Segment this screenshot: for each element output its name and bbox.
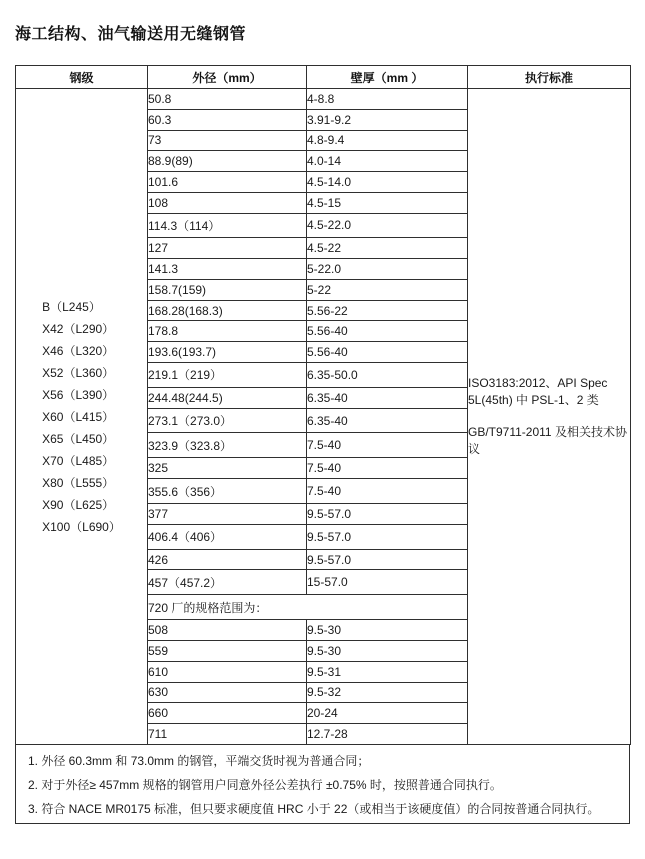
wall-thickness-cell: 6.35-40 — [307, 387, 468, 408]
outer-diameter-cell: 457（457.2） — [148, 570, 307, 595]
outer-diameter-cell: 630 — [148, 682, 307, 703]
note-line-2: 2. 对于外径≥ 457mm 规格的钢管用户同意外径公差执行 ±0.75% 时，按照普通合同执行。 — [28, 778, 502, 792]
wall-thickness-cell: 9.5-57.0 — [307, 549, 468, 570]
wall-thickness-cell: 20-24 — [307, 703, 468, 724]
outer-diameter-cell: 355.6（356） — [148, 479, 307, 504]
wall-thickness-cell: 7.5-40 — [307, 479, 468, 504]
pipe-spec-table — [15, 65, 631, 745]
outer-diameter-cell: 88.9(89) — [148, 151, 307, 172]
steel-grade: X46（L320） — [42, 343, 115, 358]
notes-box — [15, 744, 630, 824]
wall-thickness-cell: 4.5-22 — [307, 238, 468, 259]
outer-diameter-cell: 660 — [148, 703, 307, 724]
wall-thickness-cell: 7.5-40 — [307, 433, 468, 458]
steel-grade: X60（L415） — [42, 409, 115, 424]
outer-diameter-cell: 377 — [148, 504, 307, 525]
outer-diameter-cell: 406.4（406） — [148, 524, 307, 549]
wall-thickness-cell: 9.5-57.0 — [307, 504, 468, 525]
outer-diameter-cell: 426 — [148, 549, 307, 570]
wall-thickness-cell: 9.5-30 — [307, 641, 468, 662]
wall-thickness-cell: 12.7-28 — [307, 724, 468, 745]
outer-diameter-cell: 73 — [148, 130, 307, 151]
wall-thickness-cell: 6.35-50.0 — [307, 362, 468, 387]
outer-diameter-cell: 219.1（219） — [148, 362, 307, 387]
steel-grade-list — [42, 296, 121, 538]
col-header-wall-thickness: 壁厚（mm ） — [307, 66, 468, 89]
steel-grade: X65（L450） — [42, 431, 115, 446]
outer-diameter-cell: 50.8 — [148, 89, 307, 110]
wall-thickness-cell: 4.5-15 — [307, 192, 468, 213]
wall-thickness-cell: 5-22 — [307, 279, 468, 300]
steel-grade: X42（L290） — [42, 321, 115, 336]
outer-diameter-cell: 508 — [148, 620, 307, 641]
col-header-outer-diameter: 外径（mm） — [148, 66, 307, 89]
outer-diameter-cell: 244.48(244.5) — [148, 387, 307, 408]
wall-thickness-cell: 9.5-31 — [307, 661, 468, 682]
outer-diameter-cell: 127 — [148, 238, 307, 259]
outer-diameter-cell: 610 — [148, 661, 307, 682]
outer-diameter-cell: 559 — [148, 641, 307, 662]
table-row — [16, 89, 631, 110]
wall-thickness-cell: 5.56-40 — [307, 321, 468, 342]
steel-grade: X70（L485） — [42, 453, 115, 468]
outer-diameter-cell: 141.3 — [148, 259, 307, 280]
steel-grade: X56（L390） — [42, 387, 115, 402]
pipe-table-body — [16, 89, 631, 745]
wall-thickness-cell: 5-22.0 — [307, 259, 468, 280]
steel-grade: X80（L555） — [42, 475, 115, 490]
outer-diameter-cell: 193.6(193.7) — [148, 342, 307, 363]
wall-thickness-cell: 9.5-30 — [307, 620, 468, 641]
standard-text: GB/T9711-2011 及相关技术协议 — [468, 425, 627, 456]
standard-text: ISO3183:2012、API Spec 5L(45th) 中 PSL-1、2 类 — [468, 376, 608, 407]
wall-thickness-cell: 4-8.8 — [307, 89, 468, 110]
note-line-1: 1. 外径 60.3mm 和 73.0mm 的钢管，平端交货时视为普通合同； — [28, 754, 370, 768]
page-title: 海工结构、油气输送用无缝钢管 — [15, 26, 247, 43]
outer-diameter-cell: 114.3（114） — [148, 213, 307, 238]
wall-thickness-cell: 5.56-40 — [307, 342, 468, 363]
outer-diameter-cell: 60.3 — [148, 109, 307, 130]
steel-grade: X100（L690） — [42, 519, 121, 534]
outer-diameter-cell: 158.7(159) — [148, 279, 307, 300]
wall-thickness-cell: 3.91-9.2 — [307, 109, 468, 130]
wall-thickness-cell: 7.5-40 — [307, 458, 468, 479]
col-header-steel-grade: 钢级 — [16, 66, 148, 89]
steel-grade: X52（L360） — [42, 365, 115, 380]
wall-thickness-cell: 9.5-57.0 — [307, 524, 468, 549]
outer-diameter-cell: 273.1（273.0） — [148, 408, 307, 433]
outer-diameter-cell: 711 — [148, 724, 307, 745]
outer-diameter-cell: 323.9（323.8） — [148, 433, 307, 458]
wall-thickness-cell: 4.5-22.0 — [307, 213, 468, 238]
steel-grade-cell — [16, 89, 148, 745]
outer-diameter-cell: 101.6 — [148, 172, 307, 193]
outer-diameter-cell: 178.8 — [148, 321, 307, 342]
factory-range-cell: 720 厂的规格范围为： — [148, 595, 468, 620]
wall-thickness-cell: 9.5-32 — [307, 682, 468, 703]
wall-thickness-cell: 15-57.0 — [307, 570, 468, 595]
note-line-3: 3. 符合 NACE MR0175 标准，但只要求硬度值 HRC 小于 22（或相当于该硬度值）的合同按普通合同执行。 — [28, 802, 600, 816]
wall-thickness-cell: 5.56-22 — [307, 300, 468, 321]
header-row — [16, 66, 631, 89]
standard-cell — [468, 89, 631, 745]
steel-grade: B（L245） — [42, 299, 101, 314]
table-header-row — [16, 66, 631, 89]
wall-thickness-cell: 4.5-14.0 — [307, 172, 468, 193]
wall-thickness-cell: 4.0-14 — [307, 151, 468, 172]
steel-grade: X90（L625） — [42, 497, 115, 512]
col-header-standard: 执行标准 — [468, 66, 631, 89]
wall-thickness-cell: 4.8-9.4 — [307, 130, 468, 151]
outer-diameter-cell: 108 — [148, 192, 307, 213]
outer-diameter-cell: 168.28(168.3) — [148, 300, 307, 321]
wall-thickness-cell: 6.35-40 — [307, 408, 468, 433]
outer-diameter-cell: 325 — [148, 458, 307, 479]
